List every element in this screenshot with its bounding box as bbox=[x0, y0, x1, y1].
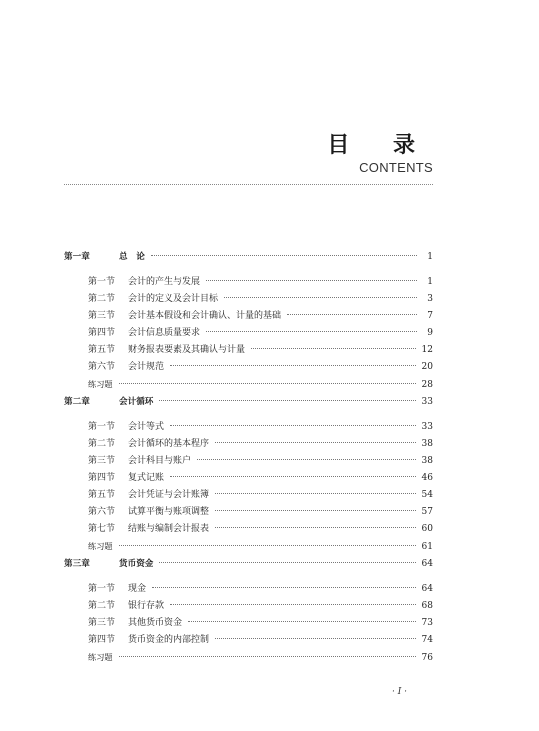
toc-entry-title: 会计信息质量要求 bbox=[128, 328, 201, 338]
toc-entry-number: 第三节 bbox=[88, 456, 116, 466]
toc-entry-page: 3 bbox=[427, 294, 433, 304]
toc-entry-section[interactable] bbox=[64, 419, 433, 436]
toc-entry-page: 68 bbox=[421, 601, 433, 611]
toc-entry-section[interactable] bbox=[64, 615, 433, 632]
dot-leader bbox=[159, 561, 415, 563]
toc-entry-number: 第三章 bbox=[64, 559, 90, 569]
dot-leader bbox=[251, 347, 416, 349]
toc-entry-number: 第一节 bbox=[88, 277, 116, 287]
toc-entry-exercise[interactable] bbox=[64, 649, 433, 666]
toc-entry-title: 练习题 bbox=[88, 541, 113, 551]
toc-entry-chapter[interactable] bbox=[64, 249, 433, 266]
page-subtitle: CONTENTS bbox=[359, 160, 433, 175]
toc-entry-section[interactable] bbox=[64, 359, 433, 376]
toc-entry-number: 第二节 bbox=[88, 294, 116, 304]
toc-entry-title: 财务报表要素及其确认与计量 bbox=[128, 345, 246, 355]
toc-entry-number: 第一节 bbox=[88, 422, 116, 432]
page-title: 目 录 bbox=[327, 132, 433, 158]
toc-entry-chapter[interactable] bbox=[64, 556, 433, 573]
dot-leader bbox=[215, 492, 416, 494]
toc-entry-page: 9 bbox=[427, 328, 433, 338]
dot-leader bbox=[215, 441, 416, 443]
toc-entry-page: 1 bbox=[427, 252, 433, 262]
dot-leader bbox=[224, 296, 417, 298]
toc-entry-exercise[interactable] bbox=[64, 538, 433, 555]
toc-entry-title: 银行存款 bbox=[128, 601, 165, 611]
toc-entry-number: 第四节 bbox=[88, 328, 116, 338]
toc-entry-number: 第一节 bbox=[88, 584, 116, 594]
title-divider bbox=[64, 184, 433, 185]
toc-entry-page: 64 bbox=[421, 559, 433, 569]
toc-entry-page: 33 bbox=[421, 422, 433, 432]
toc-entry-title: 总 论 bbox=[119, 252, 145, 262]
table-of-contents bbox=[64, 249, 433, 666]
toc-entry-title: 会计科目与账户 bbox=[128, 456, 192, 466]
toc-entry-title: 试算平衡与账项调整 bbox=[128, 507, 210, 517]
dot-leader bbox=[215, 526, 416, 528]
toc-entry-section[interactable] bbox=[64, 581, 433, 598]
toc-entry-number: 第四节 bbox=[88, 473, 116, 483]
toc-entry-page: 28 bbox=[421, 380, 433, 390]
toc-entry-page: 46 bbox=[421, 473, 433, 483]
toc-entry-section[interactable] bbox=[64, 453, 433, 470]
toc-entry-page: 73 bbox=[421, 618, 433, 628]
toc-entry-number: 第三节 bbox=[88, 618, 116, 628]
toc-entry-page: 76 bbox=[421, 653, 433, 663]
toc-entry-page: 38 bbox=[421, 456, 433, 466]
dot-leader bbox=[119, 382, 416, 384]
toc-entry-section[interactable] bbox=[64, 274, 433, 291]
toc-entry-page: 54 bbox=[421, 490, 433, 500]
dot-leader bbox=[151, 254, 417, 256]
toc-entry-page: 74 bbox=[421, 635, 433, 645]
spacer bbox=[64, 411, 433, 419]
toc-entry-number: 第一章 bbox=[64, 252, 90, 262]
toc-entry-page: 12 bbox=[421, 345, 433, 355]
toc-entry-page: 64 bbox=[421, 584, 433, 594]
toc-entry-title: 会计凭证与会计账簿 bbox=[128, 490, 210, 500]
toc-entry-number: 第五节 bbox=[88, 490, 116, 500]
dot-leader bbox=[170, 364, 416, 366]
toc-entry-number: 第七节 bbox=[88, 524, 116, 534]
toc-entry-page: 7 bbox=[427, 311, 433, 321]
toc-entry-number: 第六节 bbox=[88, 507, 116, 517]
toc-entry-section[interactable] bbox=[64, 342, 433, 359]
dot-leader bbox=[287, 313, 417, 315]
dot-leader bbox=[119, 544, 416, 546]
dot-leader bbox=[206, 330, 417, 332]
toc-entry-title: 练习题 bbox=[88, 652, 113, 662]
toc-entry-number: 第五节 bbox=[88, 345, 116, 355]
toc-entry-title: 复式记账 bbox=[128, 473, 165, 483]
dot-leader bbox=[170, 603, 416, 605]
toc-entry-section[interactable] bbox=[64, 291, 433, 308]
toc-entry-section[interactable] bbox=[64, 598, 433, 615]
dot-leader bbox=[152, 586, 416, 588]
toc-entry-number: 第六节 bbox=[88, 362, 116, 372]
toc-entry-section[interactable] bbox=[64, 487, 433, 504]
toc-entry-title: 货币资金 bbox=[119, 559, 154, 569]
toc-entry-page: 33 bbox=[421, 397, 433, 407]
toc-entry-title: 结账与编制会计报表 bbox=[128, 524, 210, 534]
dot-leader bbox=[197, 458, 416, 460]
toc-entry-section[interactable] bbox=[64, 632, 433, 649]
toc-entry-title: 练习题 bbox=[88, 379, 113, 389]
toc-entry-section[interactable] bbox=[64, 504, 433, 521]
spacer bbox=[64, 266, 433, 274]
toc-entry-number: 第二节 bbox=[88, 601, 116, 611]
toc-entry-number: 第二章 bbox=[64, 397, 90, 407]
toc-entry-section[interactable] bbox=[64, 325, 433, 342]
toc-entry-title: 会计循环的基本程序 bbox=[128, 439, 210, 449]
dot-leader bbox=[159, 399, 415, 401]
toc-entry-title: 会计规范 bbox=[128, 362, 165, 372]
toc-entry-page: 1 bbox=[427, 277, 433, 287]
toc-entry-title: 其他货币资金 bbox=[128, 618, 183, 628]
toc-entry-title: 现金 bbox=[128, 584, 147, 594]
toc-entry-section[interactable] bbox=[64, 436, 433, 453]
dot-leader bbox=[170, 475, 416, 477]
dot-leader bbox=[119, 655, 416, 657]
toc-entry-title: 会计等式 bbox=[128, 422, 165, 432]
page-folio: · I · bbox=[392, 687, 407, 697]
toc-entry-section[interactable] bbox=[64, 521, 433, 538]
toc-entry-number: 第二节 bbox=[88, 439, 116, 449]
toc-entry-section[interactable] bbox=[64, 308, 433, 325]
toc-entry-title: 货币资金的内部控制 bbox=[128, 635, 210, 645]
toc-entry-chapter[interactable] bbox=[64, 394, 433, 411]
toc-entry-page: 61 bbox=[421, 542, 433, 552]
toc-entry-section[interactable] bbox=[64, 470, 433, 487]
toc-entry-number: 第四节 bbox=[88, 635, 116, 645]
toc-entry-exercise[interactable] bbox=[64, 376, 433, 393]
dot-leader bbox=[170, 424, 416, 426]
toc-entry-title: 会计的产生与发展 bbox=[128, 277, 201, 287]
dot-leader bbox=[215, 637, 416, 639]
dot-leader bbox=[188, 620, 416, 622]
toc-entry-page: 60 bbox=[421, 524, 433, 534]
toc-entry-page: 38 bbox=[421, 439, 433, 449]
toc-entry-number: 第三节 bbox=[88, 311, 116, 321]
toc-entry-title: 会计基本假设和会计确认、计量的基础 bbox=[128, 311, 282, 321]
dot-leader bbox=[206, 279, 417, 281]
dot-leader bbox=[215, 509, 416, 511]
toc-entry-page: 57 bbox=[421, 507, 433, 517]
toc-entry-title: 会计的定义及会计目标 bbox=[128, 294, 219, 304]
spacer bbox=[64, 573, 433, 581]
toc-entry-page: 20 bbox=[421, 362, 433, 372]
toc-entry-title: 会计循环 bbox=[119, 397, 154, 407]
